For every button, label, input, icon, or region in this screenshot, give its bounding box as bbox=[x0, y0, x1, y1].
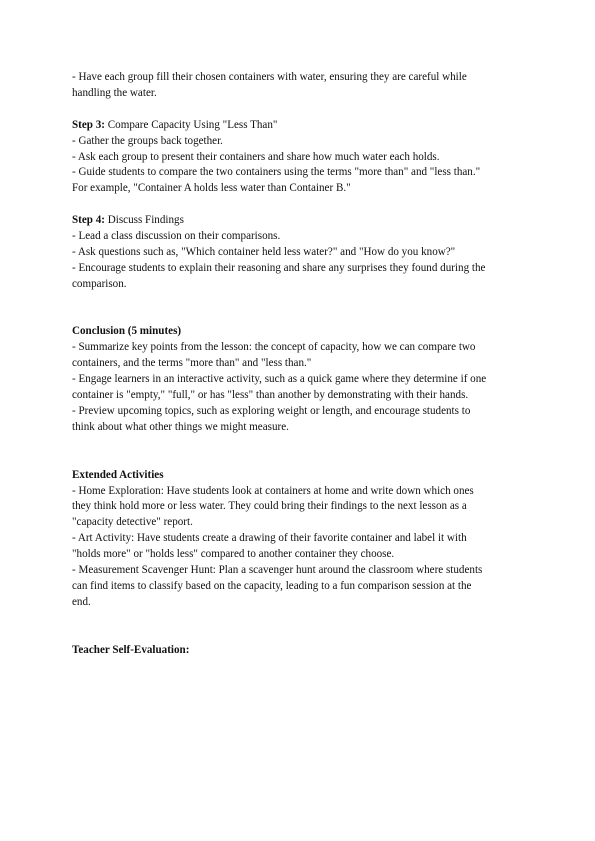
self-evaluation-heading-text: Teacher Self-Evaluation: bbox=[72, 643, 190, 656]
self-evaluation-section bbox=[72, 643, 532, 659]
step3-section bbox=[72, 118, 532, 198]
step4-label: Step 4: bbox=[72, 214, 105, 227]
step3-label: Step 3: bbox=[72, 118, 105, 131]
step3-line: For example, "Container A holds less water than Container B." bbox=[72, 182, 351, 195]
step4-line: - Lead a class discussion on their comparisons. bbox=[72, 230, 281, 243]
conclusion-line: - Summarize key points from the lesson: the concept of capacity, how we can compare two bbox=[72, 341, 476, 354]
step3-line: - Guide students to compare the two containers using the terms "more than" and "less than." bbox=[72, 166, 481, 179]
extended-line: end. bbox=[72, 595, 91, 608]
extended-activities-heading bbox=[72, 468, 532, 484]
page-content bbox=[72, 70, 532, 658]
conclusion-line: containers, and the terms "more than" and "less than." bbox=[72, 357, 312, 370]
extended-line: can find items to classify based on the capacity, leading to a fun comparison session at the bbox=[72, 579, 472, 592]
step3-title: Compare Capacity Using "Less Than" bbox=[104, 118, 278, 131]
step4-line: - Ask questions such as, "Which container held less water?" and "How do you know?" bbox=[72, 245, 456, 258]
extended-line: "holds more" or "holds less" compared to another container they choose. bbox=[72, 548, 395, 561]
step4-heading bbox=[72, 213, 532, 229]
step3-heading bbox=[72, 118, 532, 134]
conclusion-line: - Engage learners in an interactive activity, such as a quick game where they determine if one bbox=[72, 373, 487, 386]
self-evaluation-heading bbox=[72, 643, 532, 659]
extended-line: "capacity detective" report. bbox=[72, 516, 193, 529]
conclusion-heading bbox=[72, 324, 532, 340]
extended-line: - Home Exploration: Have students look at containers at home and write down which ones bbox=[72, 484, 474, 497]
extended-activities-section bbox=[72, 468, 532, 611]
step4-line: - Encourage students to explain their reasoning and share any surprises they found during the bbox=[72, 261, 486, 274]
step4-section bbox=[72, 213, 532, 293]
step2-continuation bbox=[72, 70, 532, 102]
conclusion-line: think about what other things we might measure. bbox=[72, 420, 289, 433]
conclusion-line: container is "empty," "full," or has "less" than another by demonstrating with their hands. bbox=[72, 389, 469, 402]
extended-line: - Art Activity: Have students create a drawing of their favorite container and label it with bbox=[72, 532, 467, 545]
step2-line: - Have each group fill their chosen containers with water, ensuring they are careful while bbox=[72, 71, 467, 83]
extended-line: - Measurement Scavenger Hunt: Plan a scavenger hunt around the classroom where students bbox=[72, 564, 483, 577]
extended-line: they think hold more or less water. They could bring their findings to the next lesson as a bbox=[72, 500, 467, 513]
step3-line: - Ask each group to present their containers and share how much water each holds. bbox=[72, 150, 440, 163]
step4-title: Discuss Findings bbox=[104, 214, 184, 227]
step4-line: comparison. bbox=[72, 277, 127, 290]
step2-line: handling the water. bbox=[72, 86, 157, 99]
step3-line: - Gather the groups back together. bbox=[72, 134, 223, 147]
conclusion-section bbox=[72, 324, 532, 435]
extended-activities-heading-text: Extended Activities bbox=[72, 468, 164, 481]
conclusion-line: - Preview upcoming topics, such as exploring weight or length, and encourage students to bbox=[72, 404, 471, 417]
conclusion-heading-text: Conclusion (5 minutes) bbox=[72, 325, 182, 338]
